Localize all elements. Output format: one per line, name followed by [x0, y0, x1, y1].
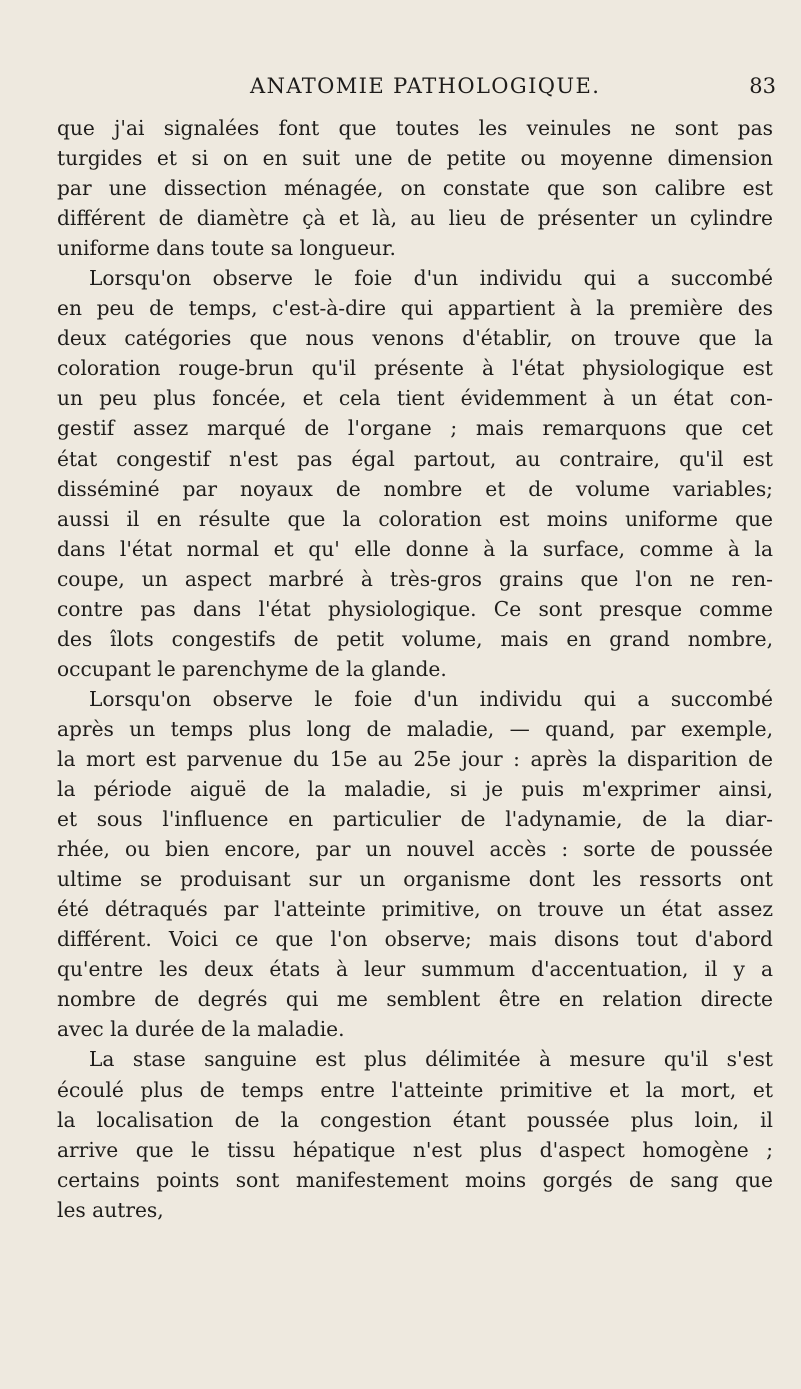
text-line: occupant le parenchyme de la glande.	[57, 656, 447, 681]
text-line: dans l'état normal et qu' elle donne à la surface, comme à la	[57, 536, 773, 561]
text-line: la période aiguë de la maladie, si je puis m'exprimer ainsi,	[57, 777, 773, 802]
running-head: ANATOMIE PATHOLOGIQUE.	[250, 74, 601, 98]
text-line: Lorsqu'on observe le foie d'un individu qui a succombé	[89, 266, 773, 291]
text-line: rhée, ou bien encore, par un nouvel accès : sorte de poussée	[57, 837, 773, 862]
text-line: uniforme dans toute sa longueur.	[57, 236, 396, 261]
text-line: ultime se produisant sur un organisme dont les ressorts ont	[57, 867, 773, 892]
text-line: différent. Voici ce que l'on observe; mais disons tout d'abord	[57, 927, 773, 952]
text-line: disséminé par noyaux de nombre et de volume variables;	[57, 476, 773, 501]
text-line: coloration rouge-brun qu'il présente à l'état physiologique est	[57, 356, 773, 381]
text-line: par une dissection ménagée, on constate que son calibre est	[57, 176, 773, 201]
text-line: la mort est parvenue du 15e au 25e jour : après la disparition de	[57, 746, 773, 771]
text-line: et sous l'influence en particulier de l'adynamie, de la diar-	[57, 807, 773, 832]
text-line: les autres,	[57, 1197, 164, 1222]
text-line: nombre de degrés qui me semblent être en relation directe	[57, 987, 773, 1012]
text-line: après un temps plus long de maladie, — quand, par exemple,	[57, 716, 773, 741]
body-text	[57, 113, 773, 1225]
text-line: avec la durée de la maladie.	[57, 1017, 345, 1042]
text-line: coupe, un aspect marbré à très-gros grains que l'on ne ren-	[57, 566, 773, 591]
text-line: la localisation de la congestion étant poussée plus loin, il	[57, 1107, 773, 1132]
text-line: été détraqués par l'atteinte primitive, on trouve un état assez	[57, 897, 773, 922]
page-header	[60, 74, 776, 104]
text-line: La stase sanguine est plus délimitée à mesure qu'il s'est	[89, 1047, 773, 1072]
text-line: qu'entre les deux états à leur summum d'accentuation, il y a	[57, 957, 773, 982]
text-line: en peu de temps, c'est-à-dire qui appartient à la première des	[57, 296, 773, 321]
text-line: Lorsqu'on observe le foie d'un individu qui a succombé	[89, 686, 773, 711]
text-line: des îlots congestifs de petit volume, mais en grand nombre,	[57, 626, 773, 651]
page-number: 83	[749, 74, 776, 98]
text-line: certains points sont manifestement moins gorgés de sang que	[57, 1167, 773, 1192]
text-line: différent de diamètre çà et là, au lieu de présenter un cylindre	[57, 206, 773, 231]
text-line: état congestif n'est pas égal partout, au contraire, qu'il est	[57, 446, 773, 471]
text-line: turgides et si on en suit une de petite ou moyenne dimension	[57, 146, 773, 171]
text-line: que j'ai signalées font que toutes les veinules ne sont pas	[57, 116, 773, 140]
text-line: un peu plus foncée, et cela tient évidemment à un état con-	[57, 386, 773, 411]
text-line: deux catégories que nous venons d'établir, on trouve que la	[57, 326, 773, 351]
text-line: aussi il en résulte que la coloration est moins uniforme que	[57, 506, 773, 531]
text-line: gestif assez marqué de l'organe ; mais remarquons que cet	[57, 416, 773, 441]
text-line: arrive que le tissu hépatique n'est plus d'aspect homogène ;	[57, 1137, 773, 1162]
text-line: écoulé plus de temps entre l'atteinte primitive et la mort, et	[57, 1077, 773, 1102]
text-line: contre pas dans l'état physiologique. Ce sont presque comme	[57, 596, 773, 621]
